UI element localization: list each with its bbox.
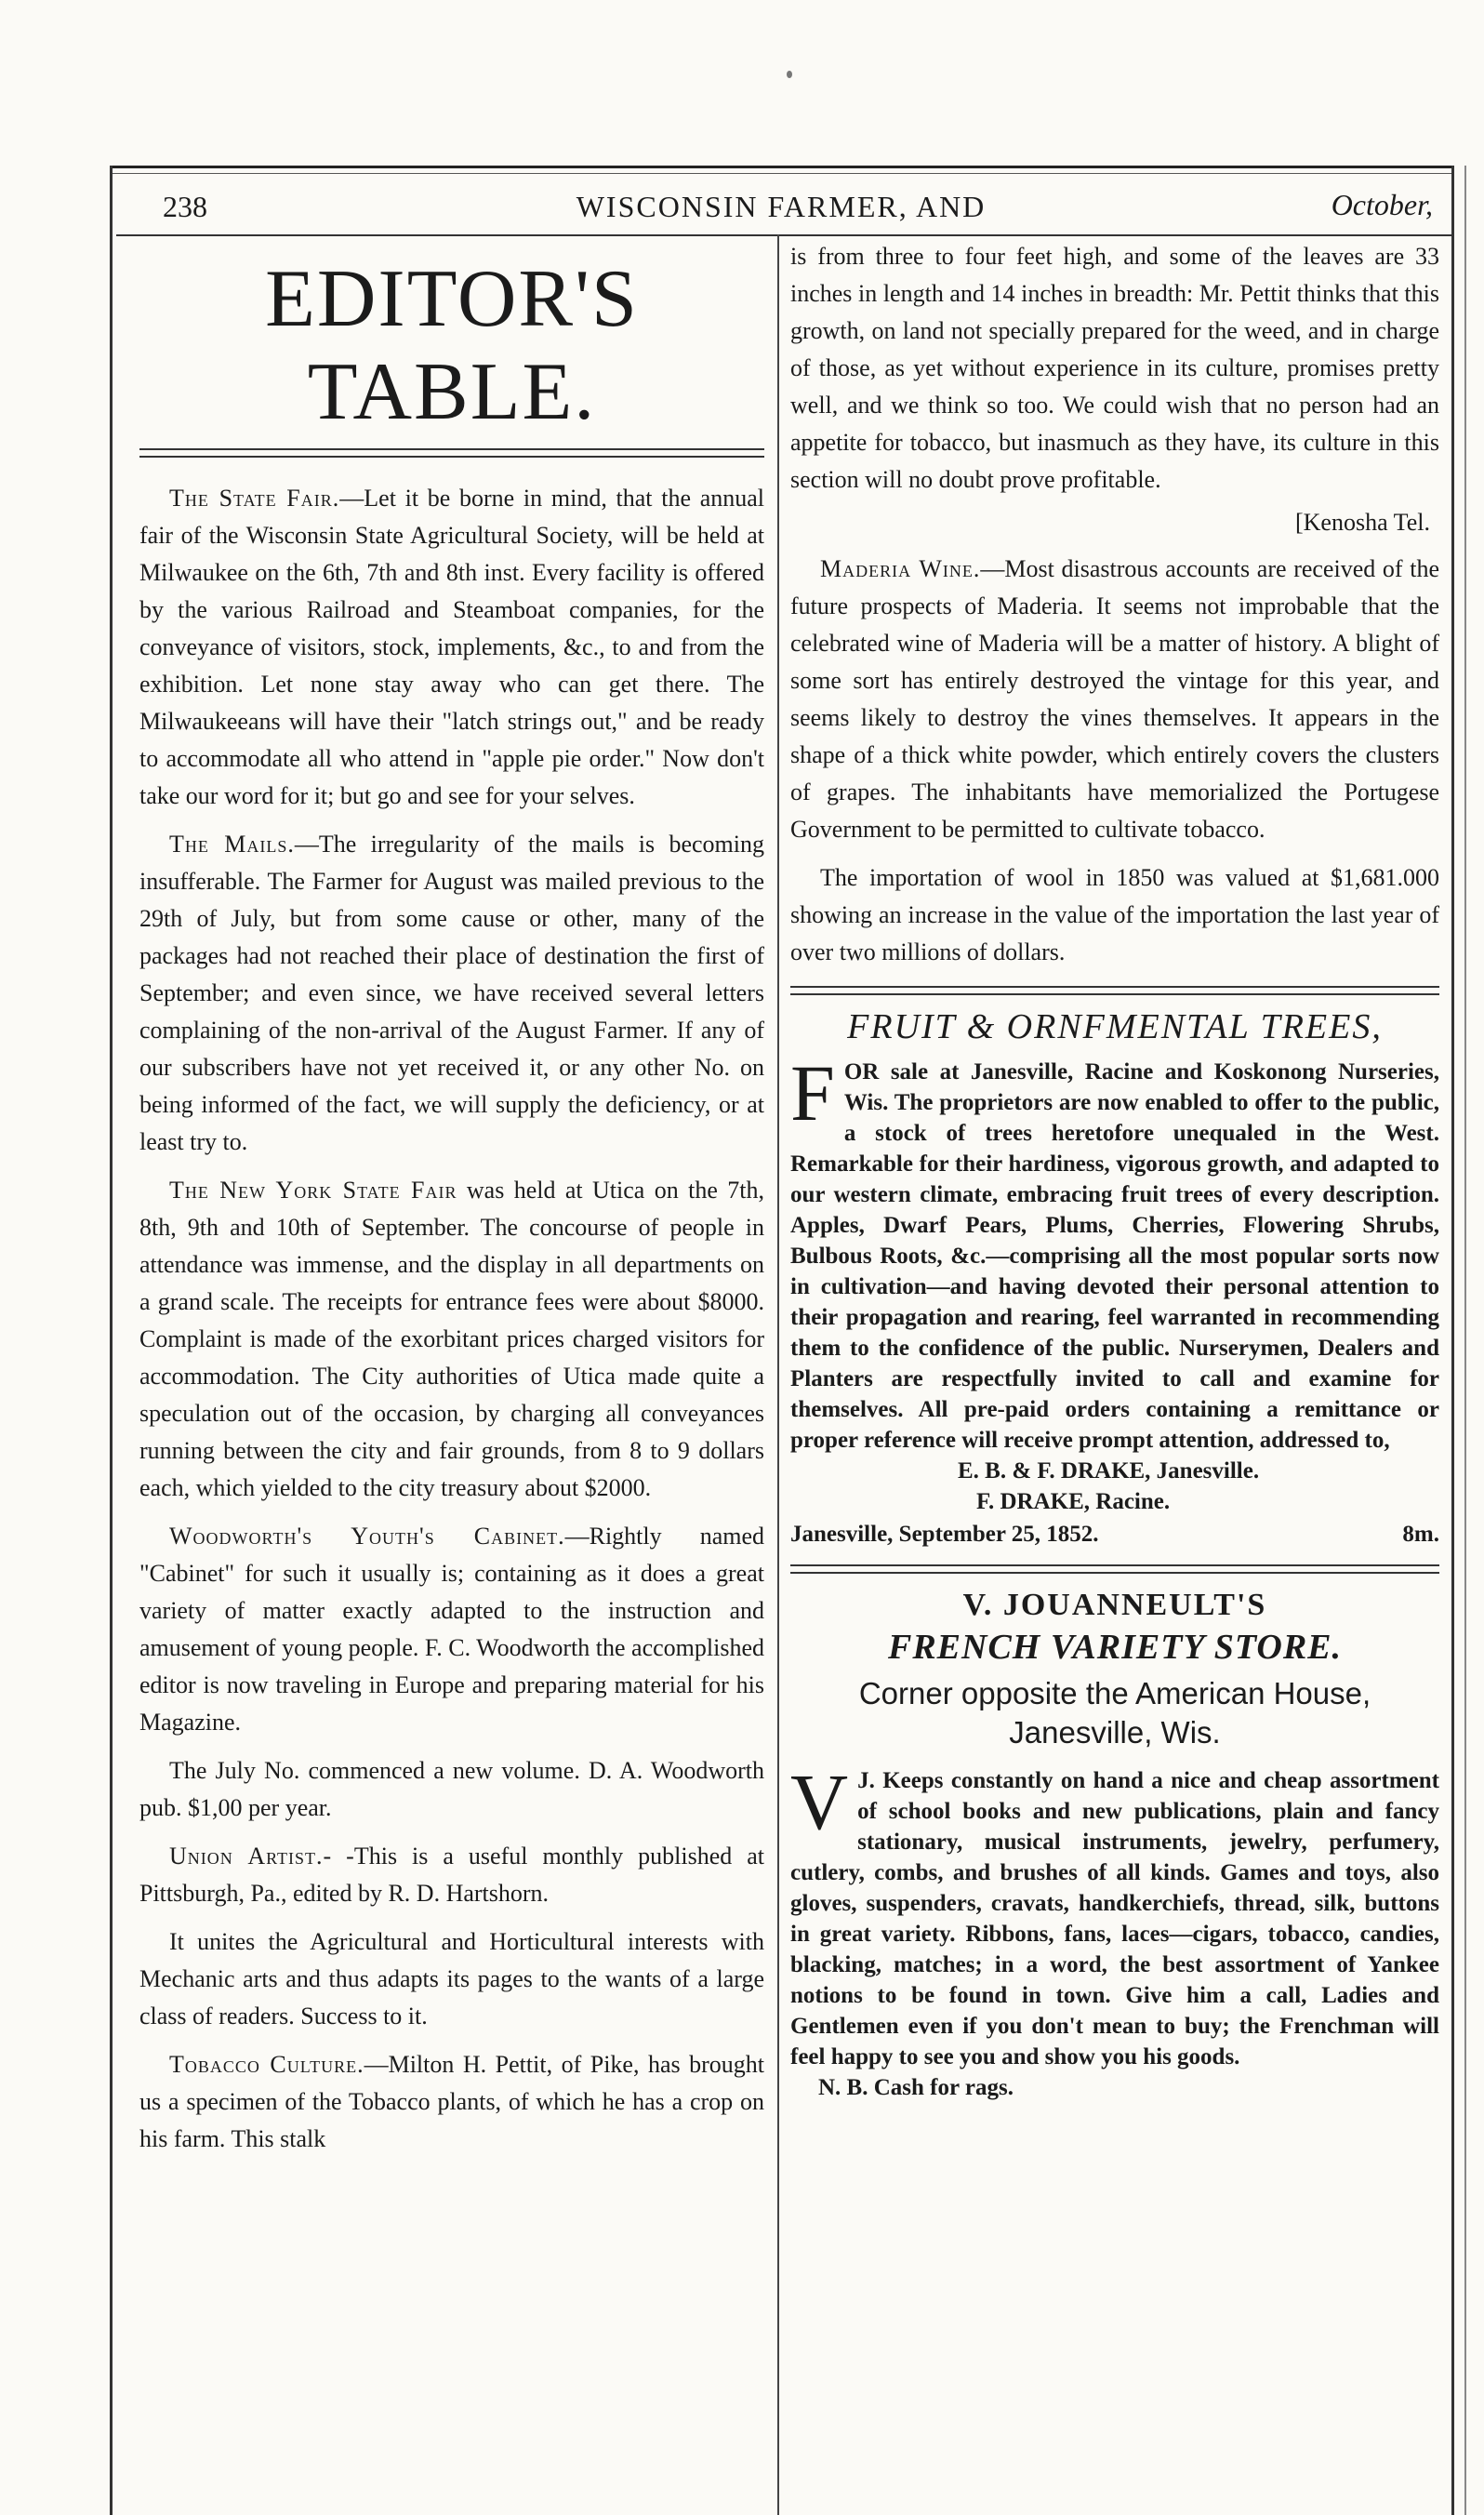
ad-rule (790, 1564, 1439, 1574)
article-woodworth (139, 1518, 764, 1741)
header-rule (116, 234, 1451, 236)
title-rule (139, 448, 764, 458)
left-column (139, 240, 764, 2169)
frame-left-rule (110, 166, 113, 2515)
article-maderia (790, 551, 1439, 848)
drop-cap: V (790, 1757, 849, 1846)
frame-top-rule (110, 166, 1454, 168)
article-ny-fair (139, 1172, 764, 1507)
article-lead: Tobacco Culture. (169, 2051, 364, 2078)
article-lead: The Mails. (169, 831, 295, 858)
article-lead: The New York State Fair (169, 1177, 457, 1204)
article-union-artist (139, 1838, 764, 1912)
section-title: EDITOR'S TABLE. (265, 254, 639, 437)
article-body: —Let it be borne in mind, that the annual fair of the Wisconsin State Agricultural Society, will be held at Milwaukee on the 6th, 7th and 8th inst. Every facility is offered by the various Railroad and Steamboat companies, for the conveyance of visitors, stock, implements, &c., to and from the exhibition. Let none stay away who can get there. The Milwaukeeans will have their "latch strings out," and be ready to accommodate all who attend in "apple pie order." Now don't take our word for it; but go and see for your selves. (139, 485, 764, 809)
ad-text: OR sale at Janesville, Racine and Koskonong Nurseries, Wis. The proprietors are now enabled to offer to the public, a stock of trees heretofore unequaled in the West. Remarkable for their hardiness, vigorous growth, and adapted to our western climate, embracing fruit trees of every description. Apples, Dwarf Pears, Plums, Cherries, Flowering Shrubs, Bulbous Roots, &c.—comprising all the most popular sorts now in cultivation—and having devoted their personal attention to their propagation and rearing, feel warranted in recommending them to the confidence of the public. Nurserymen, Dealers and Planters are respectfully invited to call and examine for themselves. All pre-paid orders containing a remittance or proper reference will receive prompt attention, addressed to, (790, 1059, 1439, 1453)
page-number: 238 (163, 190, 207, 223)
article-union-artist-cont: It unites the Agricultural and Horticultural interests with Mechanic arts and thus adapts its pages to the wants of a large class of readers. Success to it. (139, 1928, 764, 2029)
article-body: —The irregularity of the mails is becoming insufferable. The Farmer for August was mailed previous to the 29th of July, but from some cause or other, many of the packages had not reached their place of destination the first of September; and even since, we have received several letters complaining of the non-arrival of the August Farmer. If any of our subscribers have not yet received it, or any other No. on being informed of the fact, we will supply the deficiency, or at least try to. (139, 831, 764, 1155)
article-wool: The importation of wool in 1850 was valued at $1,681.000 showing an increase in the value of the importation the last year of over two millions of dollars. (790, 864, 1439, 965)
article-body: —Most disastrous accounts are received of the future prospects of Maderia. It seems not improbable that the celebrated wine of Maderia will be a matter of history. A blight of some sort has entirely destroyed the vintage for this year, and seems likely to destroy the vines themselves. It appears in the shape of a thick white powder, which entirely covers the clusters of grapes. The inhabitants have memorialized the Portugese Government to be permitted to cultivate tobacco. (790, 555, 1439, 843)
frame-top-rule-inner (110, 173, 1454, 174)
ad-date: Janesville, September 25, 1852. (790, 1522, 1099, 1547)
ad-text: J. Keeps constantly on hand a nice and cheap assortment of school books and new publications, plain and fancy stationary, musical instruments, jewelry, perfumery, cutlery, combs, and brushes of all kinds. Games and toys, also gloves, suspenders, cravats, handkerchiefs, thread, silk, buttons in great variety. Ribbons, fans, laces—cigars, tobacco, candies, blacking, matches; in a word, the best assortment of Yankee notions to be found in town. Give him a call, Ladies and Gentlemen even if you don't mean to buy; the Frenchman will feel happy to see you and show you his goods. (790, 1768, 1439, 2069)
article-lead: Woodworth's Youth's Cabinet. (169, 1523, 565, 1550)
ad-body (790, 1048, 1439, 1550)
running-head (116, 182, 1446, 229)
article-mails (139, 826, 764, 1161)
drop-cap: F (790, 1048, 835, 1138)
article-lead: Union Artist. (169, 1843, 324, 1870)
article-lead: Maderia Wine. (820, 555, 981, 582)
ad-dateline (790, 1519, 1439, 1550)
ad-ref: 8m. (1402, 1522, 1439, 1547)
article-body: —Milton H. Pettit, of Pike, has brought us a specimen of the Tobacco plants, of which he has a crop on his farm. This stalk (139, 2051, 765, 2152)
running-title: WISCONSIN FARMER, AND (576, 190, 987, 223)
article-tobacco-cont: is from three to four feet high, and some of the leaves are 33 inches in length and 14 inches in breadth: Mr. Pettit thinks that this growth, on land not specially prepared for the weed, and in charge of those, as yet without experience in its culture, promises pretty well, and we think so too. We could wish that no person had an appetite for tobacco, but inasmuch as they have, its culture in this section will no doubt prove profitable. (790, 243, 1439, 493)
ad-title: FRUIT & ORNFMENTAL TREES, (847, 1007, 1383, 1046)
article-body: was held at Utica on the 7th, 8th, 9th and 10th of September. The concourse of people in attendance was immense, and the display in all departments on a grand scale. The receipts for entrance fees were about $8000. Complaint is made of the exorbitant prices charged visitors for accommodation. The City authorities of Utica made quite a speculation out of the occasion, by charging all conveyances running between the city and fair grounds, from 8 to 9 dollars each, which yielded to the city treasury about $2000. (139, 1177, 764, 1501)
column-rule (777, 234, 779, 2515)
frame-right-rule (1451, 166, 1454, 2515)
store-name: V. JOUANNEULT'S (962, 1588, 1267, 1622)
ad-rule (790, 986, 1439, 995)
article-body: - -This is a useful monthly published at Pittsburgh, Pa., edited by R. D. Hartshorn. (139, 1843, 764, 1907)
store-address: Corner opposite the American House, Janesville, Wis. (858, 1676, 1371, 1750)
running-month: October, (1331, 188, 1433, 221)
article-state-fair (139, 480, 764, 815)
ad-body (790, 1757, 1439, 2103)
frame-right-rule-outer (1464, 166, 1466, 2515)
article-body: —Rightly named "Cabinet" for such it usually is; containing as it does a great variety of matter exactly adapted to the instruction and amusement of young people. F. C. Woodworth the accomplished editor is now traveling in Europe and preparing material for his Magazine. (139, 1523, 764, 1736)
ad-signature: F. DRAKE, Racine. (976, 1489, 1171, 1514)
ink-speck (787, 71, 792, 78)
tobacco-source: [Kenosha Tel. (1295, 509, 1430, 536)
article-lead: The State Fair. (169, 485, 340, 512)
store-advertisement (790, 1585, 1439, 2103)
article-tobacco (139, 2046, 764, 2158)
store-subtitle: FRENCH VARIETY STORE. (887, 1628, 1343, 1667)
store-note: N. B. Cash for rags. (818, 2075, 1014, 2100)
ad-signature: E. B. & F. DRAKE, Janesville. (958, 1458, 1260, 1484)
trees-advertisement (790, 1006, 1439, 1550)
article-woodworth-cont: The July No. commenced a new volume. D. A. Woodworth pub. $1,00 per year. (139, 1757, 764, 1821)
right-column (790, 238, 1439, 2103)
